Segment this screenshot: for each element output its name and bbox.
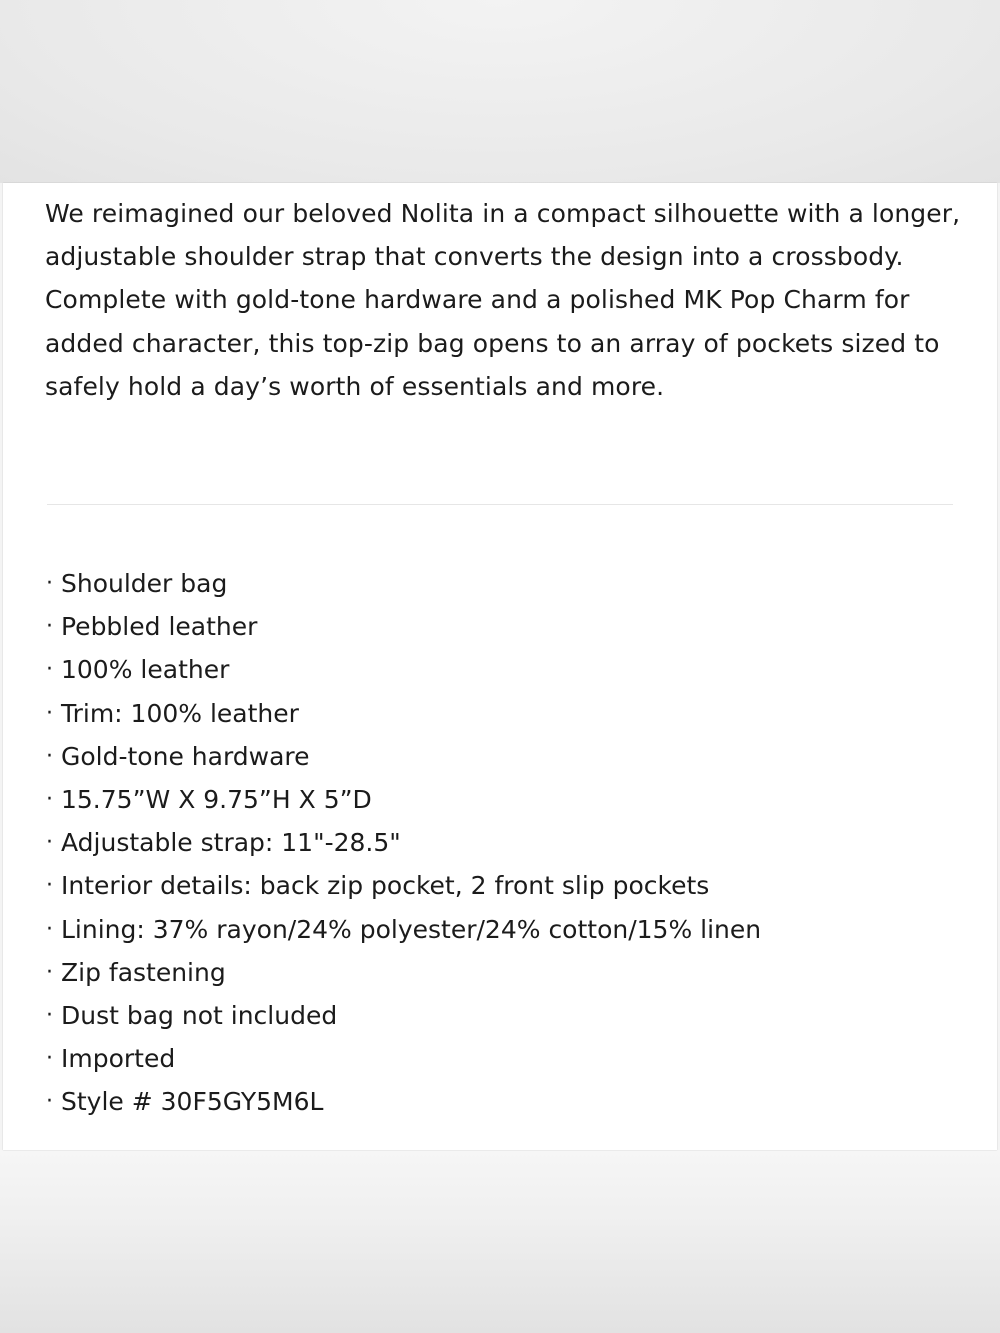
bullet-icon: · <box>46 1089 53 1115</box>
bullet-icon: · <box>46 1046 53 1072</box>
bullet-icon: · <box>46 787 53 813</box>
feature-item <box>45 951 965 994</box>
bullet-icon: · <box>46 916 53 942</box>
bottom-background <box>0 1150 1000 1333</box>
bullet-icon: · <box>46 614 53 640</box>
feature-text: Imported <box>61 1044 176 1074</box>
feature-text: 100% leather <box>61 655 230 685</box>
feature-text: Adjustable strap: 11"-28.5" <box>61 828 401 858</box>
feature-item <box>45 994 965 1037</box>
feature-text: Trim: 100% leather <box>61 698 299 728</box>
feature-text: Shoulder bag <box>61 569 228 598</box>
bullet-icon: · <box>46 830 53 856</box>
feature-text: 15.75”W X 9.75”H X 5”D <box>61 785 372 815</box>
bullet-icon: · <box>46 743 53 769</box>
feature-list <box>45 562 965 1124</box>
feature-text: Pebbled leather <box>61 612 258 642</box>
feature-item <box>45 864 965 907</box>
feature-text: Style # 30F5GY5M6L <box>61 1087 324 1117</box>
bullet-icon: · <box>46 657 53 683</box>
feature-item <box>45 735 965 778</box>
feature-item <box>45 821 965 864</box>
bullet-icon: · <box>46 571 53 596</box>
feature-text: Gold-tone hardware <box>61 741 310 771</box>
feature-text: Lining: 37% rayon/24% polyester/24% cotton/15% linen <box>61 914 762 944</box>
feature-text: Interior details: back zip pocket, 2 front slip pockets <box>61 871 710 901</box>
feature-item <box>45 692 965 735</box>
feature-item <box>45 1037 965 1080</box>
bullet-icon: · <box>46 700 53 726</box>
bullet-icon: · <box>46 1003 53 1029</box>
product-description: We reimagined our beloved Nolita in a compact silhouette with a longer, adjustable shoulder strap that converts the design into a crossbody. Complete with gold-tone hardware and a polished MK Pop Charm for added character, this top-zip bag opens to an array of pockets sized to safely hold a day’s worth of essentials and more. <box>45 199 961 401</box>
feature-item <box>45 908 965 951</box>
top-background <box>0 0 1000 183</box>
feature-text: Dust bag not included <box>61 1001 338 1031</box>
feature-text: Zip fastening <box>61 957 226 987</box>
feature-item <box>45 648 965 691</box>
feature-item <box>45 605 965 648</box>
bullet-icon: · <box>46 873 53 899</box>
feature-item <box>45 1080 965 1123</box>
feature-item <box>45 562 965 605</box>
bullet-icon: · <box>46 959 53 985</box>
section-divider <box>47 504 953 505</box>
feature-item <box>45 778 965 821</box>
